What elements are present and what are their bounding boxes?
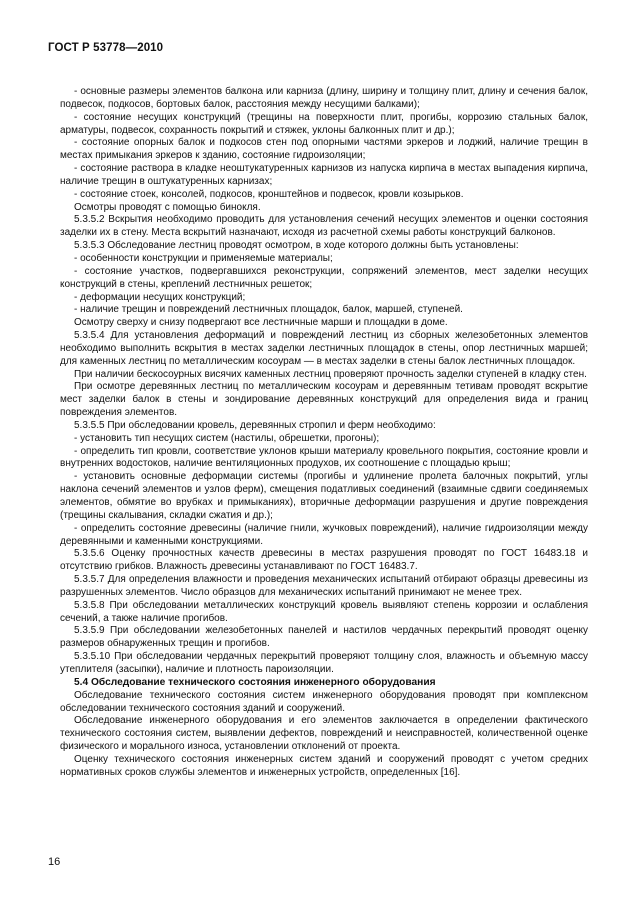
paragraph: 5.3.5.10 При обследовании чердачных перекрытий проверяют толщину слоя, влажность и объемную массу утеплителя (засыпки), наличие и плотность пароизоляции. [60,651,588,675]
paragraph: Осмотры проводят с помощью бинокля. [74,201,261,213]
paragraph: - определить состояние древесины (наличие гнили, жучковых повреждений), наличие гидроизоляции между деревянными и каменными конструкциями. [60,522,588,547]
paragraph: Оценку технического состояния инженерных систем зданий и сооружений проводят с учетом средних нормативных сроков службы элементов и инженерных устройств, определенных [16]. [60,753,588,778]
paragraph: - состояние участков, подвергавшихся реконструкции, сопряжений элементов, мест заделки несущих конструкций в стены, креплений лестничных решеток; [60,265,588,290]
paragraph: 5.3.5.8 При обследовании металлических конструкций кровель выявляют степень коррозии и ослабления сечений, а также наличие прогибов. [60,599,588,624]
paragraph: 5.3.5.9 При обследовании железобетонных панелей и настилов чердачных перекрытий проводят оценку размеров обнаруженных трещин и прогибов. [60,625,588,650]
paragraph: 5.3.5.2 Вскрытия необходимо проводить для установления сечений несущих элементов и оценки состояния заделки их в стену. Места вскрытий назначают, исходя из расчетной схемы работы конструкций балконов. [60,214,588,239]
paragraph: Осмотру сверху и снизу подвергают все лестничные марши и площадки в доме. [74,317,448,329]
paragraph: - состояние опорных балок и подкосов стен под опорными частями эркеров и лоджий, наличие трещин в местах примыкания эркеров к зданию, состояние гидроизоляции; [60,137,588,162]
paragraph: - наличие трещин и повреждений лестничных площадок, балок, маршей, ступеней. [74,304,463,316]
paragraph: Обследование инженерного оборудования и его элементов заключается в определении фактического технического состояния систем, выявлении дефектов, повреждений и неисправностей, количественной оценке физического и морального износа, установлении отклонений от проекта. [60,715,588,753]
paragraph: - особенности конструкции и применяемые материалы; [74,252,333,264]
paragraph: При осмотре деревянных лестниц по металлическим косоурам и деревянным тетивам проводят вскрытие мест заделки балок в стены и зондирование деревянных конструкций для определения вида и границ повреждения элементов. [60,381,588,419]
paragraph: - состояние стоек, консолей, подкосов, кронштейнов и подвесок, кровли козырьков. [74,188,464,200]
paragraph: - определить тип кровли, соответствие уклонов крыши материалу кровельного покрытия, состояние кровли и внутренних водостоков, наличие вентиляционных продухов, их соотношение с площадью крыш; [60,445,588,470]
section-heading: 5.4 Обследование технического состояния инженерного оборудования [74,676,436,688]
page-number: 16 [48,856,61,868]
paragraph: 5.3.5.7 Для определения влажности и проведения механических испытаний отбирают образцы древесины из разрушенных элементов. Число образцов для механических испытаний принимают не менее трех. [60,574,588,598]
document-header: ГОСТ Р 53778—2010 [48,42,164,54]
paragraph: 5.3.5.5 При обследовании кровель, деревянных стропил и ферм необходимо: [74,419,436,431]
paragraph: 5.3.5.6 Оценку прочностных качеств древесины в местах разрушения проводят по ГОСТ 16483.18 и отсутствию грибков. Влажность древесины устанавливают по ГОСТ 16483.7. [60,548,588,573]
paragraph: При наличии бескосоурных висячих каменных лестниц проверяют прочность заделки ступеней в кладку стен. [74,368,587,380]
page-body [60,86,588,780]
paragraph: - установить тип несущих систем (настилы, обрешетки, прогоны); [74,432,380,444]
paragraph: - установить основные деформации системы (прогибы и удлинение пролета балочных покрытий, углы наклона сечений элементов и узлов ферм), смещения податливых соединений (взаимные сдвиги соединяемых элементов, обмятие во врубках и примыканиях), вторичные деформации разрушения и другие повреждения (трещины скалывания, складки сжатия и др.); [60,471,588,521]
paragraph: - состояние раствора в кладке неоштукатуренных карнизов из напуска кирпича в местах выпадения кирпича, наличие трещин в оштукатуренных карнизах; [60,163,588,187]
paragraph: - основные размеры элементов балкона или карниза (длину, ширину и толщину плит, длину и сечения балок, подвесок, подкосов, бортовых балок, расстояния между несущими балками); [60,86,588,110]
paragraph: Обследование технического состояния систем инженерного оборудования проводят при комплексном обследовании технического состояния зданий и сооружений. [60,689,588,714]
paragraph: 5.3.5.4 Для установления деформаций и повреждений лестниц из сборных железобетонных элементов необходимо выполнить вскрытия в местах заделки лестничных площадок в стены, опор лестничных маршей; для каменных лестниц по металлическим косоурам — в местах заделки в стены балок лестничных площадок. [60,330,588,367]
paragraph: - деформации несущих конструкций; [74,291,246,303]
paragraph: - состояние несущих конструкций (трещины на поверхности плит, прогибы, коррозию стальных балок, арматуры, подвесок, сохранность покрытий и стяжек, уклоны балконных плит и др.); [60,111,588,136]
paragraph: 5.3.5.3 Обследование лестниц проводят осмотром, в ходе которого должны быть установлены: [74,240,519,252]
